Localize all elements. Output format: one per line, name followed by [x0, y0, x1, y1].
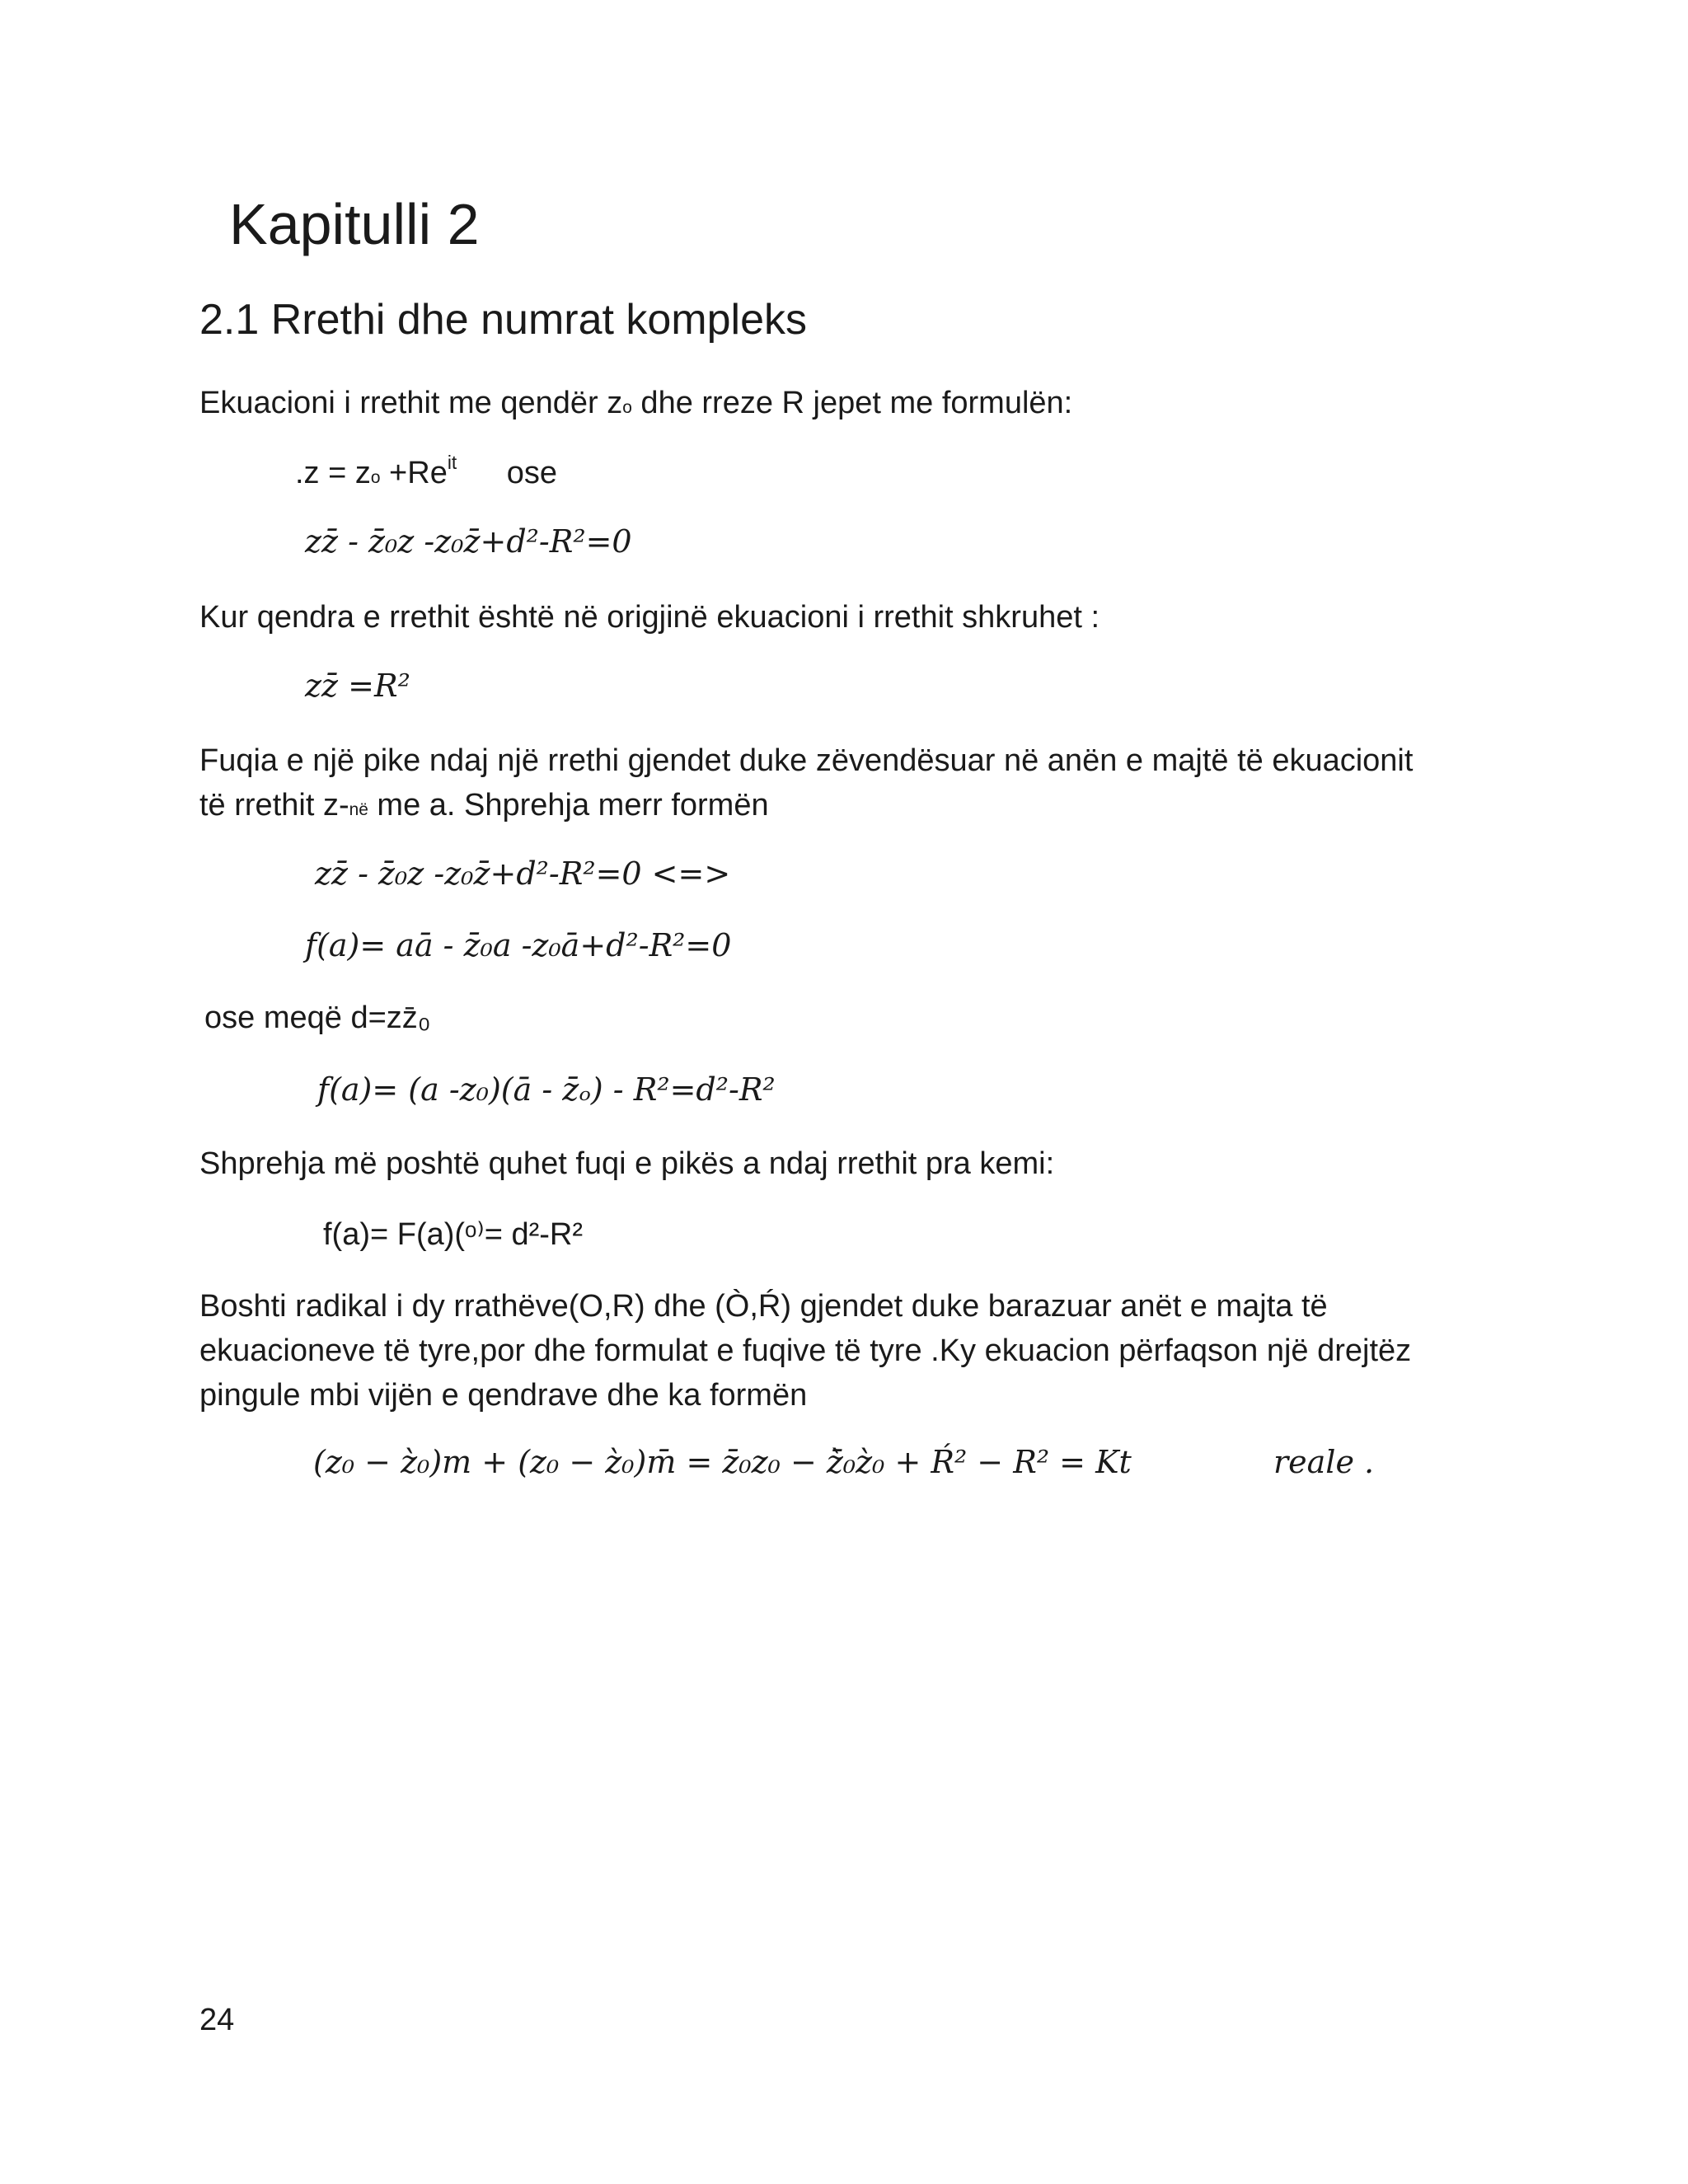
power-line2-small: në — [349, 800, 368, 819]
eq1-left: .z = z — [295, 456, 371, 490]
equation-power-F: f(a)= F(a)(ᵒ⁾= d²-R² — [323, 1217, 584, 1252]
equation-radical-axis-note: reale . — [1273, 1444, 1375, 1480]
paragraph-origin: Kur qendra e rrethit është në origjinë ekuacioni i rrethit shkruhet : — [199, 600, 1100, 635]
paragraph-power-definition: Shprehja më poshtë quhet fuqi e pikës a ndaj rrethit pra kemi: — [199, 1146, 1055, 1181]
eq1-or: ose — [506, 456, 558, 490]
paragraph-since-d: ose meqë d=zz̄₀ — [204, 1001, 431, 1035]
eq1-sup: it — [447, 451, 457, 473]
equation-equivalence: zz̄ - z̄₀z -z₀z̄+d²-R²=0 <=> — [315, 855, 731, 892]
equation-origin-circle: zz̄ =R² — [305, 668, 410, 704]
paragraph-power-line2 — [199, 783, 769, 832]
paragraph-intro-sub: o — [622, 398, 632, 417]
section-title: 2.1 Rrethi dhe numrat kompleks — [199, 296, 808, 344]
power-line2-b: me a. Shprehja merr formën — [368, 788, 769, 823]
paragraph-radical-axis-line3: pingule mbi vijën e qendrave dhe ka formën — [199, 1378, 808, 1413]
equation-power-fa: f(a)= aā - z̄₀a -z₀ā+d²-R²=0 — [305, 927, 732, 963]
equation-radical-axis: (z₀ − z̀₀)m + (z₀ − z̀₀)m̄ = z̄₀z₀ − z̀̄₀z̀₀ + Ŕ² − R² = Kt — [313, 1444, 1132, 1480]
chapter-title: Kapitulli 2 — [229, 192, 480, 256]
paragraph-intro — [199, 381, 1072, 430]
paragraph-intro-text: Ekuacioni i rrethit me qendër z — [199, 386, 623, 420]
equation-circle-conjugate: zz̄ - z̄₀z -z₀z̄+d²-R²=0 — [305, 523, 632, 560]
equation-circle-param — [295, 451, 558, 491]
paragraph-radical-axis-line2: ekuacioneve të tyre,por dhe formulat e fuqive të tyre .Ky ekuacion përfaqson një drejtëz — [199, 1333, 1412, 1368]
power-line2-a: të rrethit z- — [199, 788, 349, 823]
paragraph-intro-rest: dhe rreze R jepet me formulën: — [631, 386, 1073, 420]
equation-power-factored: f(a)= (a -z₀)(ā - z̄ₒ) - R²=d²-R² — [317, 1071, 776, 1108]
paragraph-radical-axis-line1: Boshti radikal i dy rrathëve(O,R) dhe (Ò,Ŕ) gjendet duke barazuar anët e majta të — [199, 1289, 1328, 1324]
eq1-mid: +Re — [380, 456, 448, 490]
paragraph-power-line1: Fuqia e një pike ndaj një rrethi gjendet duke zëvendësuar në anën e majtë të ekuacionit — [199, 743, 1414, 778]
page-number: 24 — [199, 2003, 235, 2037]
eq1-sub: o — [370, 468, 381, 487]
